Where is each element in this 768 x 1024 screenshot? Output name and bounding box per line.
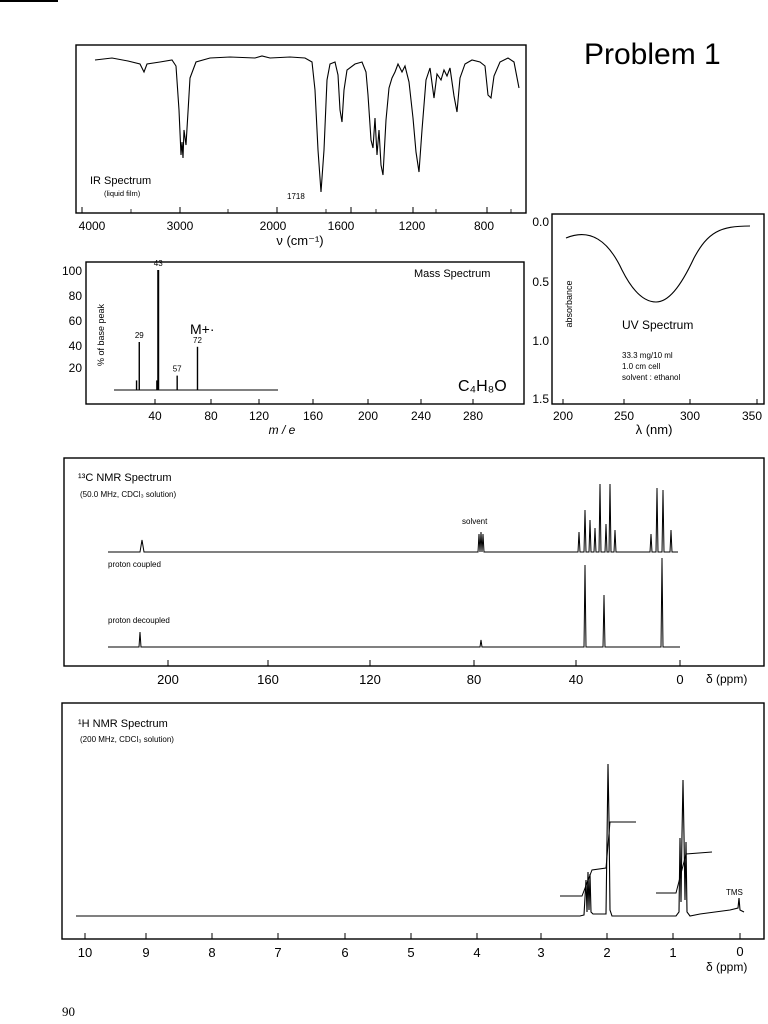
h1-x-tick-label: 5 xyxy=(407,945,415,960)
c13-x-tick-label: 80 xyxy=(466,672,482,687)
c13-x-tick-label: 0 xyxy=(676,672,684,687)
ms-x-tick-label: 240 xyxy=(410,409,432,423)
h1-subtitle: (200 MHz, CDCl₃ solution) xyxy=(80,735,174,744)
h1-nmr-spectrum xyxy=(62,703,764,974)
c13-x-tick-label: 200 xyxy=(157,672,179,687)
h1-integration-curve xyxy=(560,822,636,896)
mass-spectrum xyxy=(62,259,524,437)
uv-condition: solvent : ethanol xyxy=(622,373,681,382)
ms-x-tick-label: 280 xyxy=(462,409,484,423)
h1-x-axis-label: δ (ppm) xyxy=(706,960,748,974)
ms-peak-label: 43 xyxy=(153,259,163,268)
ms-x-tick-label: 120 xyxy=(248,409,270,423)
c13-x-ticks xyxy=(168,660,680,666)
h1-x-tick-label: 9 xyxy=(142,945,150,960)
c13-x-tick-label: 40 xyxy=(568,672,584,687)
ms-y-axis-label: % of base peak xyxy=(96,303,106,367)
h1-x-tick-label: 8 xyxy=(208,945,216,960)
ir-annotation-1718: 1718 xyxy=(287,192,305,201)
ir-tick-label: 1600 xyxy=(327,219,355,233)
c13-subtitle: (50.0 MHz, CDCl₃ solution) xyxy=(80,490,177,499)
ir-title: IR Spectrum xyxy=(90,175,152,187)
uv-x-tick-label: 200 xyxy=(552,409,574,423)
h1-x-ticks xyxy=(85,933,740,939)
ms-y-tick-label: 60 xyxy=(68,314,82,328)
h1-x-tick-label: 3 xyxy=(537,945,545,960)
ms-peak-label: 72 xyxy=(193,335,202,345)
ms-y-tick-label: 40 xyxy=(68,339,82,353)
ir-tick-label: 800 xyxy=(473,219,495,233)
c13-x-tick-label: 120 xyxy=(359,672,381,687)
c13-coupled-label: proton coupled xyxy=(108,560,161,569)
uv-y-tick-label: 0.0 xyxy=(532,215,549,229)
ms-x-tick-label: 160 xyxy=(302,409,324,423)
ir-subtitle: (liquid film) xyxy=(104,189,141,198)
h1-x-tick-label: 10 xyxy=(77,945,93,960)
ms-x-tick-label: 40 xyxy=(148,409,162,423)
h1-trace xyxy=(76,764,744,916)
page-number: 90 xyxy=(62,1004,75,1019)
uv-trace xyxy=(566,226,750,302)
uv-x-ticks xyxy=(563,399,757,404)
uv-x-tick-label: 300 xyxy=(679,409,701,423)
h1-title: ¹H NMR Spectrum xyxy=(78,718,168,730)
uv-y-axis-label: absorbance xyxy=(564,280,574,328)
ms-title: Mass Spectrum xyxy=(414,268,491,280)
ms-peak-label: 57 xyxy=(172,364,182,374)
uv-condition: 33.3 mg/10 ml xyxy=(622,351,673,360)
ir-tick-label: 3000 xyxy=(166,219,194,233)
uv-x-tick-label: 350 xyxy=(741,409,763,423)
uv-condition: 1.0 cm cell xyxy=(622,362,661,371)
c13-x-axis-label: δ (ppm) xyxy=(706,672,748,686)
uv-title: UV Spectrum xyxy=(622,318,694,332)
uv-y-tick-label: 0.5 xyxy=(532,275,549,289)
c13-decoupled-trace xyxy=(108,558,680,647)
h1-x-tick-label: 7 xyxy=(274,945,282,960)
c13-solvent-label: solvent xyxy=(462,517,488,526)
ms-x-tick-label: 200 xyxy=(357,409,379,423)
h1-tms-label: TMS xyxy=(726,888,743,897)
ms-x-axis-label: m / e xyxy=(268,423,296,437)
ms-y-tick-label: 100 xyxy=(61,264,82,278)
c13-x-tick-label: 160 xyxy=(257,672,279,687)
ir-trace xyxy=(95,56,519,192)
ir-spectrum xyxy=(76,45,526,248)
uv-x-tick-label: 250 xyxy=(613,409,635,423)
c13-nmr-spectrum xyxy=(64,458,764,687)
h1-x-tick-label: 0 xyxy=(736,944,744,959)
c13-coupled-trace xyxy=(108,484,678,552)
c13-title: ¹³C NMR Spectrum xyxy=(78,472,172,484)
uv-x-axis-label: λ (nm) xyxy=(635,422,673,437)
uv-y-tick-label: 1.5 xyxy=(532,392,549,406)
ms-molecular-ion-label: M+· xyxy=(190,321,215,337)
ms-y-tick-label: 20 xyxy=(68,361,82,375)
ms-peak-label: 29 xyxy=(134,331,144,340)
h1-x-tick-label: 4 xyxy=(473,945,481,960)
ir-tick-label: 4000 xyxy=(78,219,106,233)
h1-x-tick-label: 2 xyxy=(603,945,611,960)
ir-tick-label: 1200 xyxy=(398,219,426,233)
h1-x-tick-label: 6 xyxy=(341,945,349,960)
uv-y-tick-label: 1.0 xyxy=(532,334,549,348)
ms-x-tick-label: 80 xyxy=(204,409,218,423)
c13-decoupled-label: proton decoupled xyxy=(108,616,170,625)
ms-x-ticks xyxy=(155,399,473,404)
ir-x-axis-label: ν (cm⁻¹) xyxy=(276,233,324,248)
ir-tick-label: 2000 xyxy=(259,219,287,233)
uv-spectrum xyxy=(532,214,764,437)
ir-major-ticks xyxy=(82,207,487,213)
h1-x-tick-label: 1 xyxy=(669,945,677,960)
ms-y-tick-label: 80 xyxy=(68,289,82,303)
page-title: Problem 1 xyxy=(584,38,721,71)
ms-formula: C₄H₈O xyxy=(458,378,507,395)
